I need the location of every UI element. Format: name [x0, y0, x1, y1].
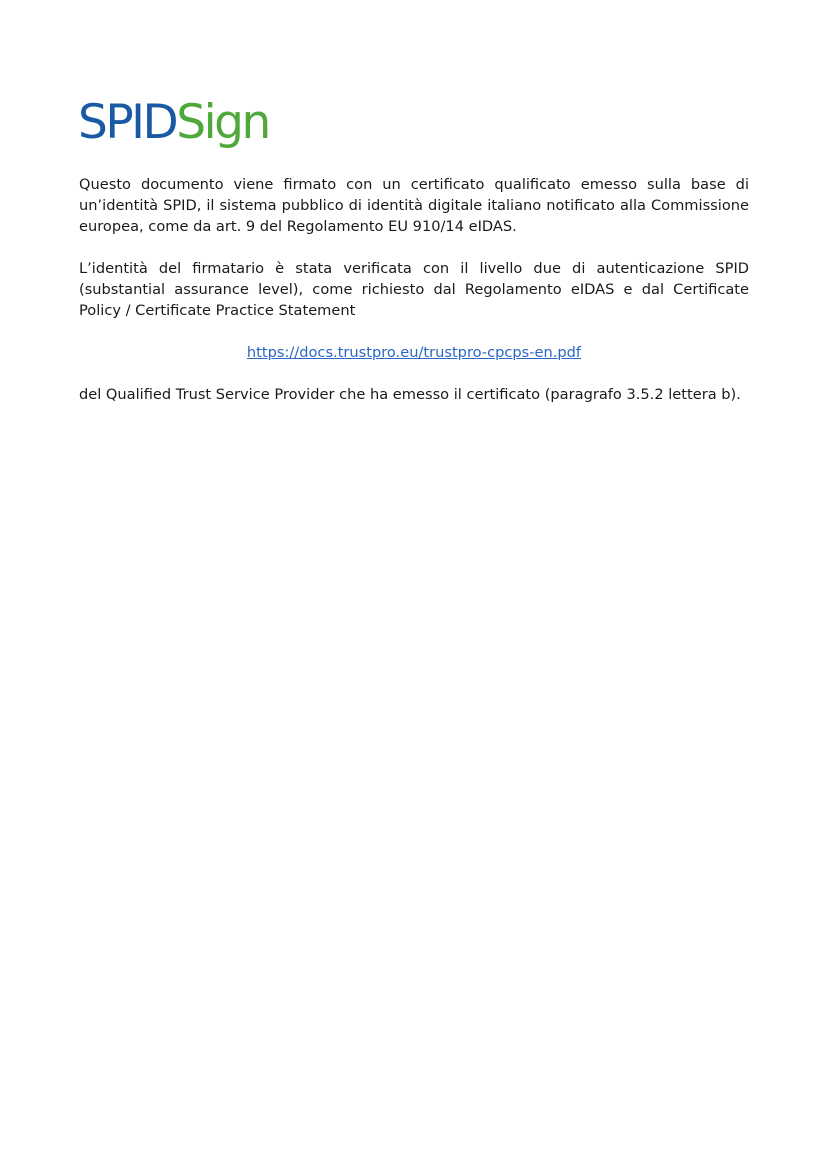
document-body	[79, 174, 749, 405]
paragraph-certificate-info: Questo documento viene firmato con un certificato qualificato emesso sulla base di un’identità SPID, il sistema pubblico di identità digitale italiano notificato alla Commissione europea, come da art. 9 del Regolamento EU 910/14 eIDAS.	[79, 176, 749, 235]
logo-spid-text: SPID	[78, 95, 177, 150]
paragraph-provider-info: del Qualified Trust Service Provider che ha emesso il certificato (paragrafo 3.5.2 lettera b).	[79, 386, 741, 403]
spidsign-logo	[78, 93, 269, 153]
link-line	[79, 342, 749, 363]
paragraph-identity-verification: L’identità del firmatario è stata verificata con il livello due di autenticazione SPID (substantial assurance level), come richiesto dal Regolamento eIDAS e dal Certificate Policy / Certificate Practice Statement	[79, 260, 749, 319]
cpcps-link[interactable]: https://docs.trustpro.eu/trustpro-cpcps-en.pdf	[246, 344, 582, 361]
logo-sign-text: Sign	[176, 95, 269, 150]
